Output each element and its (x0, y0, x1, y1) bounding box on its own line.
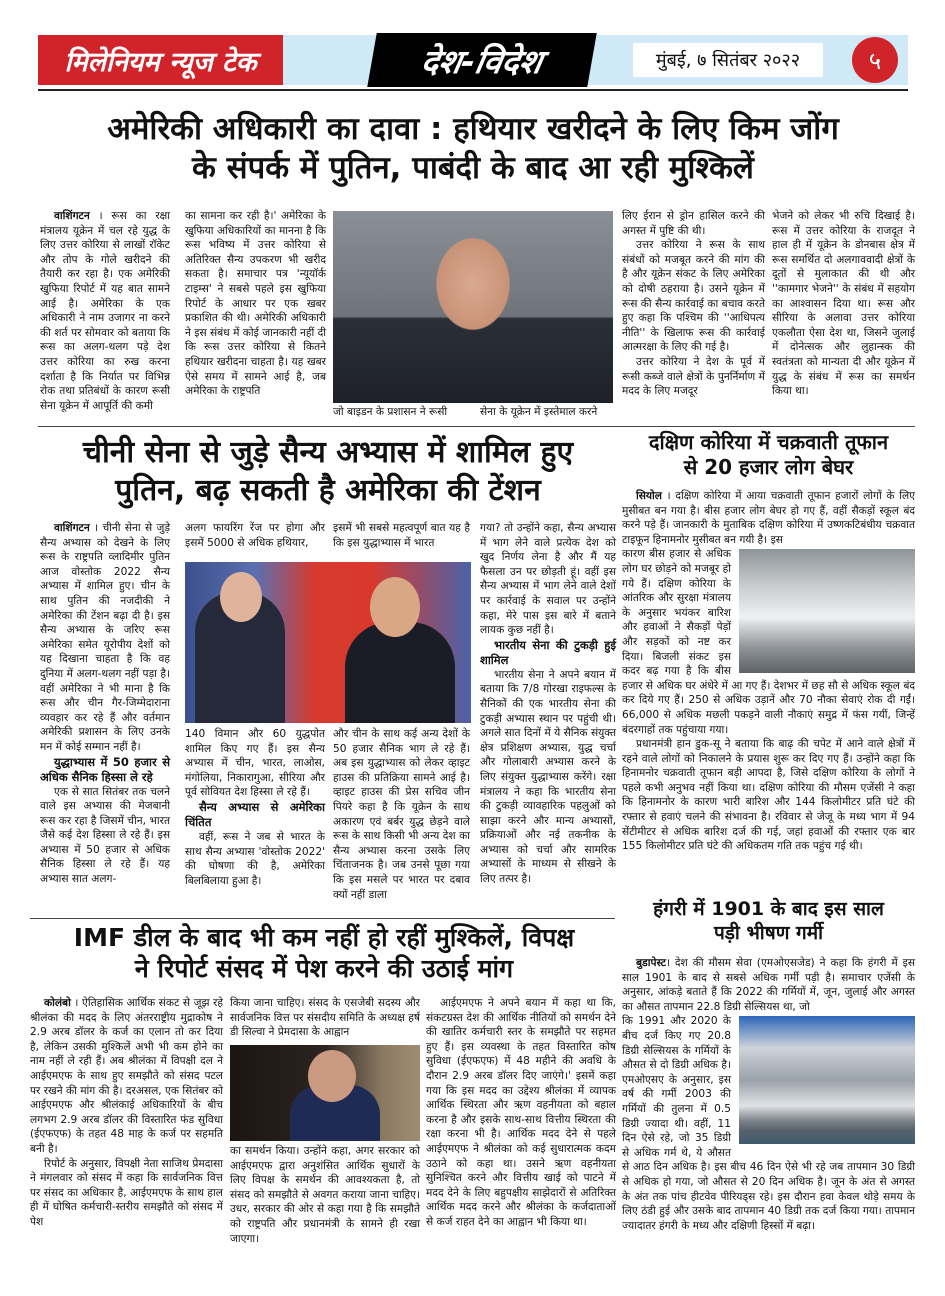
headline-line: IMF डील के बाद भी कम नहीं हो रहीं मुश्किलें, विपक्ष (73, 923, 575, 952)
paragraph-text: उत्तर कोरिया ने देश के पूर्व में रूसी कब्जे वाले क्षेत्रों के पुनर्निर्माण में मदद के लिए मजदूर (622, 355, 765, 398)
paragraph-text: कारण बीस हजार से अधिक लोग घर छोड़ने को मजबूर हो गये हैं। दक्षिण कोरिया के आंतरिक और सुरक्षा मंत्रालय के अनुसार भयंकर बारिश और हवाओं ने सैकड़ों पेड़ों और सड़कों को नष्ट कर दिया। बिजली संकट इस कदर बढ़ गया है कि बीस हजार से अधिक घर अंधेरे में आ गए हैं। देशभर में छह सौ से अधिक स्कूल बंद कर दिये गए हैं। 250 से अधिक उड़ानें और 70 नौका सेवाएं रोक दी गईं। 66,000 से अधिक मछली पकड़ने वाली नौकाएं समुद्र में फंस गयीं, जिन्हें बंदरगाहों तक पहुंचाया गया। (622, 548, 915, 736)
paragraph-text: एक से सात सितंबर तक चलने वाले इस अभ्यास की मेजबानी रूस कर रहा है जिसमें चीन, भारत जैसे कई देश हिस्सा ले रहे हैं। इस अभ्यास में 50 हजार से अधिक सैनिक हिस्सा ले रहे हैं। यह अभ्यास सात अलग- (40, 785, 170, 886)
paragraph-text: आईएमएफ ने अपने बयान में कहा था कि, संकटग्रस्त देश की आर्थिक नीतियों को समर्थन देने की खातिर कर्मचारी स्तर के समझौते पर सहमत हुए हैं। इस व्यवस्था के तहत विस्तारित कोष सुविधा (ईएफएफ) में 48 महीने की अवधि के दौरान 2.9 अरब डॉलर दिए जाएंगे।' इसमें कहा गया कि इस मदद का उद्देश्य श्रीलंका में व्यापक आर्थिक स्थिरता और ऋण वहनीयता को बहाल करना है और इसके साथ-साथ वित्तीय स्थिरता की रक्षा करना भी है। आर्थिक मदद देने से पहले आईएमएफ ने श्रीलंका को कई सुधारात्मक कदम उठाने को कहा था। उसने ऋण वहनीयता सुनिश्चित करने और वित्तीय खाई को पाटने में मदद देने के लिए बहुपक्षीय साझेदारों से अतिरिक्त आर्थिक मदद करने और श्रीलंका के कर्जदाताओं से कर्ज राहत देने का आह्वान भी किया था। (426, 997, 616, 1228)
paragraph-text: कि 1991 और 2020 के बीच दर्ज किए गए 20.8 डिग्री सेल्सियस के गर्मियों के औसत से दो डिग्री अधिक है।एमओएसए के अनुसार, इस वर्ष की गर्मी 2003 की गर्मियों की तुलना में 0.5 डिग्री ज्यादा थी। वहीं, 11 दिन ऐसे रहे, जो 35 डिग्री से अधिक गर्म थे, ये औसत से आठ दिन अधिक है। इस बीच 46 दिन ऐसे भी रहे जब तापमान 30 डिग्री से अधिक हो गया, जो औसत से 20 दिन अधिक है। जून के अंत से अगस्त के अंत तक पांच हीटवेव पीरियड्स रहे। इस दौरान हवा केवल थोड़े समय के लिए ठंडी हुई और उसके बाद तापमान 40 डिग्री तक दर्ज किया गया। तापमान ज्यादातर हंगरी के मध्य और दक्षिणी हिस्सों में बढ़ा। (622, 1015, 915, 1232)
headline-line: पड़ी भीषण गर्मी (713, 921, 824, 944)
article-column (772, 209, 915, 399)
issue-date: मुंबई, ७ सितंबर २०२२ (633, 43, 823, 77)
dateline: बुडापेस्ट (636, 957, 666, 969)
paragraph (333, 727, 470, 902)
page-number: ५ (852, 37, 898, 83)
article-column (40, 209, 170, 413)
headline-line: दक्षिण कोरिया में चक्रवाती तूफान (648, 430, 889, 454)
paragraph (480, 668, 616, 887)
article-column (333, 521, 470, 550)
paragraph-text: । रूस का रक्षा मंत्रालय यूक्रेन में चल रहे युद्ध के लिए उत्तर कोरिया से लाखों रॉकेट और तोप के गोले खरीदने की तैयारी कर रहा है। एक अमेरिकी खुफिया रिपोर्ट में यह बात सामने आई है। अमेरिका के एक अधिकारी ने नाम उजागर ना करने की शर्त पर सोमवार को बताया कि रूस का अलग-थलग पड़े देश उत्तर कोरिया का रुख करना दर्शाता है कि निर्यात पर विभिन्न रोक तथा प्रतिबंधों के कारण रूसी सेना यूक्रेन में आपूर्ति की कमी (40, 210, 170, 412)
paragraph (426, 996, 616, 1230)
article-column (185, 727, 325, 888)
article-lead (622, 956, 915, 1014)
dateline: सियोल (636, 490, 662, 502)
headline-line: ने रिपोर्ट संसद में पेश करने की उठाई मांग (134, 954, 514, 984)
paragraph-text: किया जाना चाहिए। संसद के एसजेबी सदस्य और सार्वजनिक वित्त पर संसदीय समिति के अध्यक्ष हर्ष डी सिल्वा ने प्रेमदासा के आह्वान (230, 997, 420, 1039)
article-column (333, 405, 468, 420)
paragraph (622, 737, 915, 854)
paragraph (30, 996, 223, 1157)
section-title: देश-विदेश (367, 33, 597, 87)
headline-putin-china (38, 434, 618, 509)
paragraph (185, 521, 325, 550)
article-column (185, 521, 325, 550)
divider (38, 426, 915, 427)
putin-portrait-photo (333, 211, 613, 403)
wickremesinghe-photo (230, 1045, 420, 1141)
article-column (40, 521, 170, 887)
paragraph (30, 1157, 223, 1230)
headline-hungary-heat (622, 898, 915, 946)
article-column (185, 209, 326, 399)
hungary-article-body (622, 956, 915, 1233)
headline-line: से 20 हजार लोग बेघर (683, 455, 854, 479)
subheading: युद्धाभ्यास में 50 हजार से अधिक सैनिक हिस्सा ले रहे (40, 754, 170, 784)
paragraph-text: गया? तो उन्होंने कहा, सैन्य अभ्यास में भाग लेने वाले प्रत्येक देश को खुद निर्णय लेना है और मैं यह फैसला उन पर छोड़ती हूं। वहीं इस सैन्य अभ्यास में भाग लेने वाले देशों पर कार्रवाई के सवाल पर उन्होंने कहा, मेरे पास इस बारे में बताने लायक कुछ नहीं है। (480, 522, 616, 637)
paragraph-text: जो बाइडन के प्रशासन ने रूसी (333, 406, 448, 418)
article-column (333, 727, 470, 902)
divider (30, 918, 615, 919)
subheading: सैन्य अभ्यास से अमेरिका चिंतित (185, 799, 325, 829)
storm-waves-photo (739, 549, 915, 673)
paragraph-text: भेजने को लेकर भी रुचि दिखाई है। रूस में उत्तर कोरिया के राजदूत ने हाल ही में यूक्रेन के डोनबास क्षेत्र में रूस समर्थित दो अलगाववादी क्षेत्रों के दूतों से मुलाकात की थी और ''कामगार भेजने'' के संबंध में सहयोग का आश्वासन दिया था। रूस और सीरिया के अलावा उत्तर कोरिया एकलौता ऐसा देश था, जिसने जुलाई में दोनेत्सक और लुहान्स्क की स्वतंत्रता को मान्यता दी और यूक्रेन में युद्ध के संबंध में रूस का समर्थन किया था। (772, 210, 915, 398)
paragraph (40, 521, 170, 755)
masthead-rule (38, 89, 908, 91)
paragraph (230, 1144, 420, 1246)
article-column (480, 405, 615, 420)
paragraph (622, 956, 915, 1014)
paragraph (230, 996, 420, 1040)
headline-line: हंगरी में 1901 के बाद इस साल (653, 898, 884, 920)
paragraph-text: उत्तर कोरिया ने रूस के साथ संबंधों को मजबूत करने की मांग की है और यूक्रेन संकट के लिए अमेरिका को दोषी ठहराया है। उसने यूक्रेन में रूस की सैन्य कार्रवाई का बचाव करते हुए कहा कि पश्चिम की ''आधिपत्य नीति'' के खिलाफ रूस की कार्रवाई आत्मरक्षा के लिए की गई है। (622, 239, 765, 354)
paragraph-text: रिपोर्ट के अनुसार, विपक्षी नेता साजिथ प्रेमदासा ने मंगलवार को संसद में कहा कि सार्वजनिक वित्त पर संसद का अधिकार है, आईएमएफ के साथ हाल ही में घोषित कर्मचारी-स्तरीय समझौते को संसद में पेश (30, 1157, 223, 1228)
paragraph (622, 209, 765, 238)
paragraph-text: प्रधानमंत्री हान डुक-सू ने बताया कि बाढ़ की चपेट में आने वाले क्षेत्रों में रहने वाले लोगों को निकालने के प्रयास शुरू कर दिए गए हैं। उन्होंने कहा कि हिनामनोर चक्रवाती तूफान बड़ी आपदा है, जिसे दक्षिण कोरिया के लोगों ने पहले कभी अनुभव नहीं किया था। दक्षिण कोरिया की मौसम एजेंसी ने कहा कि हिनामनोर के कारण भारी बारिश और 144 किलोमीटर प्रति घंटे की रफ्तार से हवाएं चलने की संभावना है। रविवार से जेजू के मध्य भाग में 94 सेंटीमीटर से अधिक बारिश दर्ज की गई, जहां हवाओं की रफ्तार एक बार 155 किलोमीटर प्रति घंटे की अधिकतम गति तक पहुंच गई थी। (622, 738, 915, 853)
article-column (622, 209, 765, 399)
paragraph-text: वहीं, रूस ने जब से भारत के साथ सैन्य अभ्यास 'वोस्तोक 2022' की घोषणा की है, अमेरिका बिलबिलाया हुआ है। (185, 830, 325, 887)
paragraph-text: । चीनी सेना से जुड़े सैन्य अभ्यास को देखने के लिए रूस के राष्ट्रपति व्लादिमीर पुतिन आज वोस्तोक 2022 सैन्य अभ्यास में शामिल हुए। चीन के साथ पुतिन की नजदीकी ने अमेरिका की टेंशन बढ़ा दी है। इस सैन्य अभ्यास के जरिए रूस अमेरिका समेत यूरोपीय देशों को यह दिखाना चाहता है कि वह दुनिया में अलग-थलग नहीं पड़ा है। वहीं अमेरिका ने भी माना है कि रूस और चीन गैर-जिम्मेदाराना व्यवहार कर रहे हैं और वर्तमान अमेरिकी प्रशासन के लिए उनके मन में कोई सम्मान नहीं है। (40, 522, 170, 753)
paragraph (480, 405, 615, 420)
paragraph-text: । दक्षिण कोरिया में आया चक्रवाती तूफान हजारों लोगों के लिए मुसीबत बन गया है। बीस हजार लोग बेघर हो गए हैं, वहीं सैकड़ों स्कूल बंद करने पड़े हैं। जानकारी के मुताबिक दक्षिण कोरिया में उष्णकटिबंधीय चक्रवात टाइफून हिनामनोर मुसीबत बन गयी है। इस (622, 490, 915, 546)
paragraph-text: सेना के यूक्रेन में इस्तेमाल करने (480, 406, 598, 418)
paragraph-text: 140 विमान और 60 युद्धपोत शामिल किए गए हैं। इस सैन्य अभ्यास में चीन, भारत, लाओस, मंगोलिया, निकारागुआ, सीरिया और पूर्व सोवियत देश हिस्सा ले रहे हैं। (185, 728, 325, 799)
paragraph (185, 727, 325, 800)
article-column (230, 1144, 420, 1246)
paragraph-text: और चीन के साथ कई अन्य देशों के 50 हजार सैनिक भाग ले रहे हैं। अब इस युद्धाभ्यास को लेकर व्हाइट हाउस की प्रतिक्रिया सामने आई है। व्हाइट हाउस की प्रेस सचिव जीन पियरे कहा है कि यूक्रेन के साथ अकारण एवं बर्बर युद्ध छेड़ने वाले रूस के साथ किसी भी अन्य देश का सैन्य अभ्यास करना उसके लिए चिंताजनक है। जब उनसे पूछा गया कि इस मसले पर भारत पर दबाव क्यों नहीं डाला (333, 728, 470, 901)
korea-article-body (622, 489, 915, 854)
paragraph (772, 209, 915, 399)
paragraph-text: । देश की मौसम सेवा (एमओएसजेड) ने कहा कि हंगरी में इस साल 1901 के बाद से सबसे अधिक गर्मी पड़ी है। समाचार एजेंसी के अनुसार, आंकड़े बताते हैं कि 2022 की गर्मियों में, जून, जुलाई और अगस्त का औसत तापमान 22.8 डिग्री सेल्सियस था, जो (622, 957, 915, 1013)
headline-line: अमेरिकी अधिकारी का दावा : हथियार खरीदने के लिए किम जोंग (107, 111, 839, 147)
headline-line: पुतिन, बढ़ सकती है अमेरिका की टेंशन (115, 472, 541, 508)
headline-putin-kim (38, 110, 908, 188)
article-column (480, 521, 616, 887)
paragraph-text: लिए ईरान से ड्रोन हासिल करने की अगस्त में पुष्टि की थी। (622, 210, 765, 237)
headline-korea-storm (622, 430, 915, 480)
paragraph (622, 489, 915, 547)
paragraph (185, 830, 325, 888)
paragraph (333, 521, 470, 550)
paragraph (622, 355, 765, 399)
paragraph-text: का समर्थन किया। उन्होंने कहा, अगर सरकार को आईएमएफ द्वारा अनुशंसित आर्थिक सुधारों के लिए विपक्ष के समर्थन की आवश्यकता है, तो संसद को समझौते से अवगत कराया जाना चाहिए। उधर, सरकार की ओर से कहा गया है कि समझौते को राष्ट्रपति और प्रधानमंत्री के सामने ही रखा जाएगा। (230, 1145, 420, 1245)
paragraph-text: इसमें भी सबसे महत्वपूर्ण बात यह है कि इस युद्धाभ्यास में भारत (333, 522, 470, 549)
budapest-parliament-photo (739, 1016, 915, 1144)
subheading: भारतीय सेना की टुकड़ी हुई शामिल (480, 637, 616, 667)
dateline: वाशिंगटन (54, 522, 90, 534)
newspaper-logo: मिलेनियम न्यूज टेक (38, 35, 283, 85)
paragraph-text: भारतीय सेना ने अपने बयान में बताया कि 7/8 गोरखा राइफल्स के सैनिकों की एक भारतीय सेना की टुकड़ी अभ्यास स्थान पर पहुंची थी। अगले सात दिनों में ये सैनिक संयुक्त क्षेत्र प्रशिक्षण अभ्यास, युद्ध चर्चा और गोलाबारी अभ्यास करने के लिए संयुक्त युद्धाभ्यास करेंगे। रक्षा मंत्रालय ने कहा कि भारतीय सेना की टुकड़ी व्यावहारिक पहलुओं को साझा करने और मान्य अभ्यासों, प्रक्रियाओं और नई तकनीक के अभ्यास को चर्चा और सामरिक अभ्यासों के माध्यम से सीखने के लिए तत्पर है। (480, 668, 616, 886)
putin-xi-photo (185, 562, 471, 723)
article-column (426, 996, 616, 1230)
headline-line: चीनी सेना से जुड़े सैन्य अभ्यास में शामिल हुए (82, 435, 574, 470)
dateline: वाशिंगटन (54, 210, 90, 222)
paragraph (185, 209, 326, 399)
paragraph (622, 238, 765, 355)
headline-imf-srilanka (30, 922, 618, 985)
paragraph-text: । ऐतिहासिक आर्थिक संकट से जूझ रहे श्रीलंका की मदद के लिए अंतरराष्ट्रीय मुद्राकोष ने 2.9 अरब डॉलर के कर्ज का एलान तो कर दिया है, लेकिन उसकी मुश्किलें अभी भी कम होने का नाम नहीं ले रही हैं। अब श्रीलंका में विपक्षी दल ने आईएमएफ के साथ हुए समझौते को संसद पटल पर रखने की मांग की है। दरअसल, एक सितंबर को आईएमएफ और श्रीलंकाई अधिकारियों के बीच लगभग 2.9 अरब डॉलर की विस्तारित फंड सुविधा (ईएफएफ) के तहत 48 माह के कर्ज पर सहमति बनी है। (30, 997, 223, 1155)
article-column (30, 996, 223, 1230)
paragraph-text: अलग फायरिंग रेंज पर होगा और इसमें 5000 से अधिक हथियार, (185, 522, 325, 549)
headline-line: के संपर्क में पुतिन, पाबंदी के बाद आ रही मुश्किलें (192, 149, 754, 186)
paragraph (333, 405, 468, 420)
paragraph-text: का सामना कर रही है।' अमेरिका के खुफिया अधिकारियों का मानना है कि रूस भविष्य में उत्तर कोरिया से अतिरिक्त सैन्य उपकरण भी खरीद सकता है। समाचार पत्र 'न्यूयॉर्क टाइम्स' ने सबसे पहले इस खुफिया रिपोर्ट के आधार पर एक खबर प्रकाशित की थी। अमेरिकी अधिकारी ने इस संबंध में कोई जानकारी नहीं दी कि रूस उत्तर कोरिया से कितने हथियार खरीदना चाहता है। यह खबर ऐसे समय में सामने आई है, जब अमेरिका के राष्ट्रपति (185, 210, 327, 398)
paragraph (480, 521, 616, 638)
paragraph (40, 209, 170, 413)
paragraph (40, 785, 170, 887)
dateline: कोलंबो (44, 997, 71, 1009)
article-lead (622, 489, 915, 547)
article-column (230, 996, 420, 1040)
